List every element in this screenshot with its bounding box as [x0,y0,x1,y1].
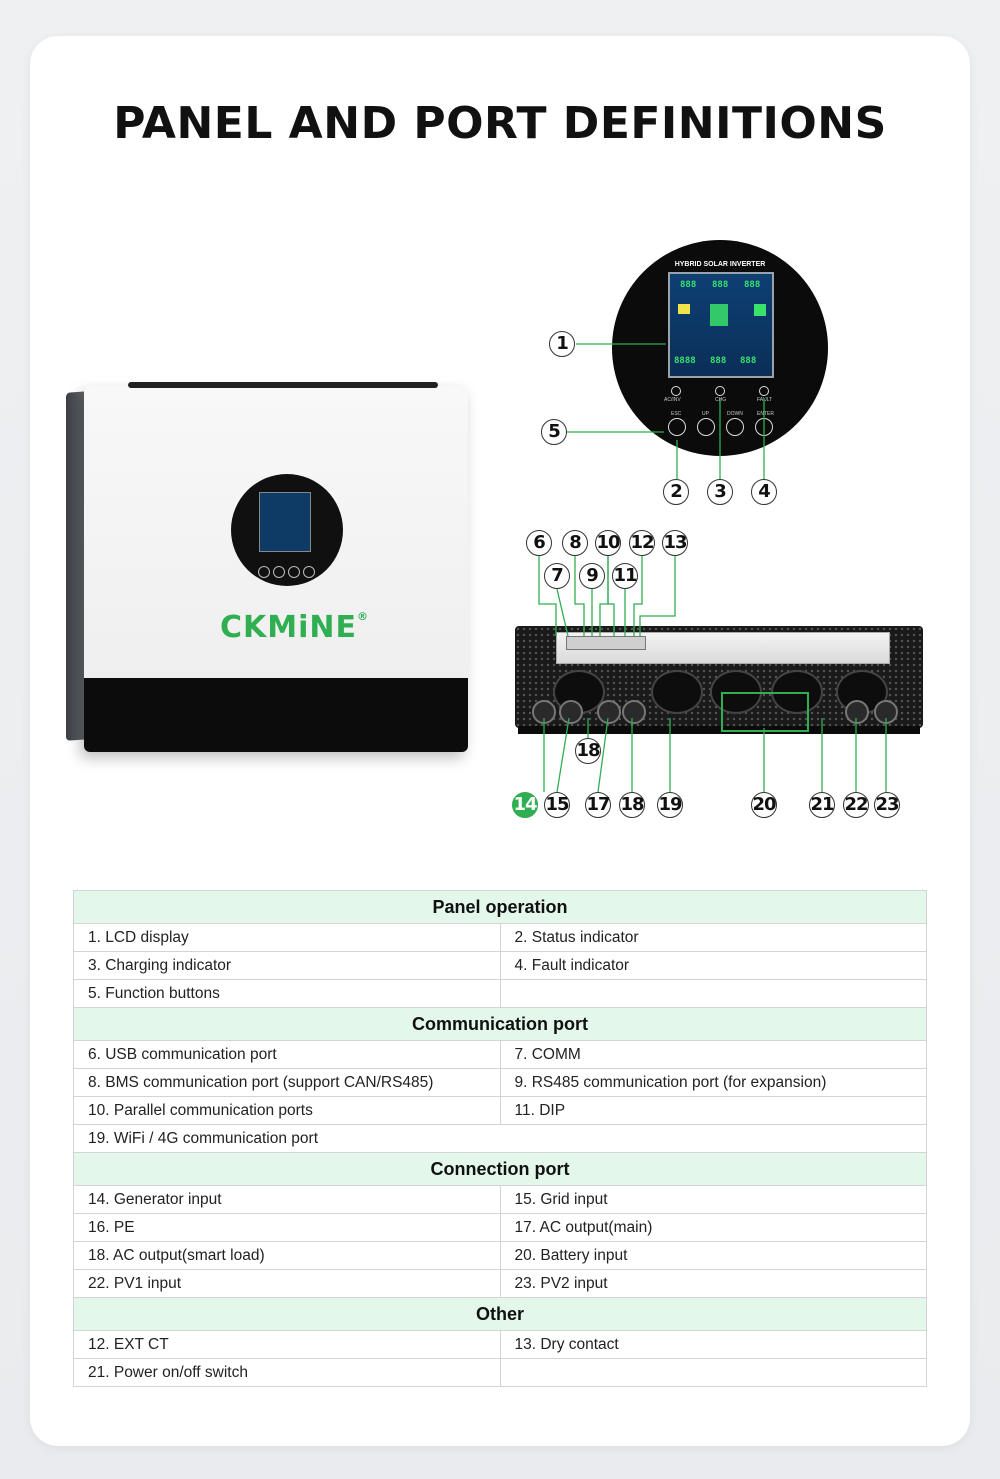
table-row [74,1242,927,1270]
lcd-segment: 8888 [674,356,696,366]
callout-9: 9 [579,563,605,589]
definitions-table [73,890,927,1387]
lcd-segment: 888 [744,280,761,290]
table-row [74,924,927,952]
section-heading: Panel operation [74,891,927,924]
callout-3: 3 [707,479,733,505]
table-cell: 21. Power on/off switch [74,1359,501,1387]
table-row [74,1041,927,1069]
table-cell: 4. Fault indicator [500,952,927,980]
table-cell [500,980,927,1008]
display-panel-title: HYBRID SOLAR INVERTER [674,261,766,268]
table-cell: 3. Charging indicator [74,952,501,980]
table-cell: 11. DIP [500,1097,927,1125]
led-label: CHG [715,397,727,403]
table-cell: 18. AC output(smart load) [74,1242,501,1270]
table-row [74,1069,927,1097]
table-row [74,1125,927,1153]
button-label: UP [702,411,709,417]
callout-19: 19 [657,792,683,818]
callout-13: 13 [662,530,688,556]
callout-12: 12 [629,530,655,556]
section-heading: Other [74,1298,927,1331]
callout-11: 11 [612,563,638,589]
table-row [74,1359,927,1387]
callout-1: 1 [549,331,575,357]
callout-7: 7 [544,563,570,589]
button-label: ENTER [757,411,774,417]
table-row [74,980,927,1008]
section-heading: Communication port [74,1008,927,1041]
table-cell: 12. EXT CT [74,1331,501,1359]
table-cell: 23. PV2 input [500,1270,927,1298]
table-cell: 14. Generator input [74,1186,501,1214]
brand-logo: CKMiNE® [220,610,370,645]
page-title: PANEL AND PORT DEFINITIONS [113,98,887,149]
table-row [74,1270,927,1298]
table-cell [500,1359,927,1387]
table-cell: 2. Status indicator [500,924,927,952]
table-cell: 6. USB communication port [74,1041,501,1069]
callout-18-mid: 18 [575,738,601,764]
table-cell: 16. PE [74,1214,501,1242]
lcd-segment: 888 [680,280,697,290]
table-row [74,1331,927,1359]
lcd-segment: 888 [710,356,727,366]
button-label: ESC [671,411,682,417]
lcd-segment: 888 [740,356,757,366]
table-cell: 9. RS485 communication port (for expansion) [500,1069,927,1097]
callout-18: 18 [619,792,645,818]
table-cell: 13. Dry contact [500,1331,927,1359]
table-cell: 20. Battery input [500,1242,927,1270]
callout-5: 5 [541,419,567,445]
table-row [74,1186,927,1214]
table-cell: 1. LCD display [74,924,501,952]
table-cell: 17. AC output(main) [500,1214,927,1242]
led-label: AC/INV [664,397,681,403]
table-row [74,952,927,980]
callout-21: 21 [809,792,835,818]
callout-15: 15 [544,792,570,818]
table-cell: 8. BMS communication port (support CAN/RS485) [74,1069,501,1097]
table-row [74,1097,927,1125]
table-row [74,1214,927,1242]
callout-20: 20 [751,792,777,818]
table-cell: 5. Function buttons [74,980,501,1008]
callout-2: 2 [663,479,689,505]
table-cell: 7. COMM [500,1041,927,1069]
callout-10: 10 [595,530,621,556]
callout-14: 14 [512,792,538,818]
callout-22: 22 [843,792,869,818]
table-cell: 15. Grid input [500,1186,927,1214]
table-cell: 22. PV1 input [74,1270,501,1298]
section-heading: Connection port [74,1153,927,1186]
table-cell: 10. Parallel communication ports [74,1097,501,1125]
callout-8: 8 [562,530,588,556]
table-cell: 19. WiFi / 4G communication port [74,1125,927,1153]
lcd-segment: 888 [712,280,729,290]
callout-6: 6 [526,530,552,556]
led-label: FAULT [757,397,773,403]
button-label: DOWN [727,411,743,417]
callout-4: 4 [751,479,777,505]
callout-17: 17 [585,792,611,818]
callout-23: 23 [874,792,900,818]
